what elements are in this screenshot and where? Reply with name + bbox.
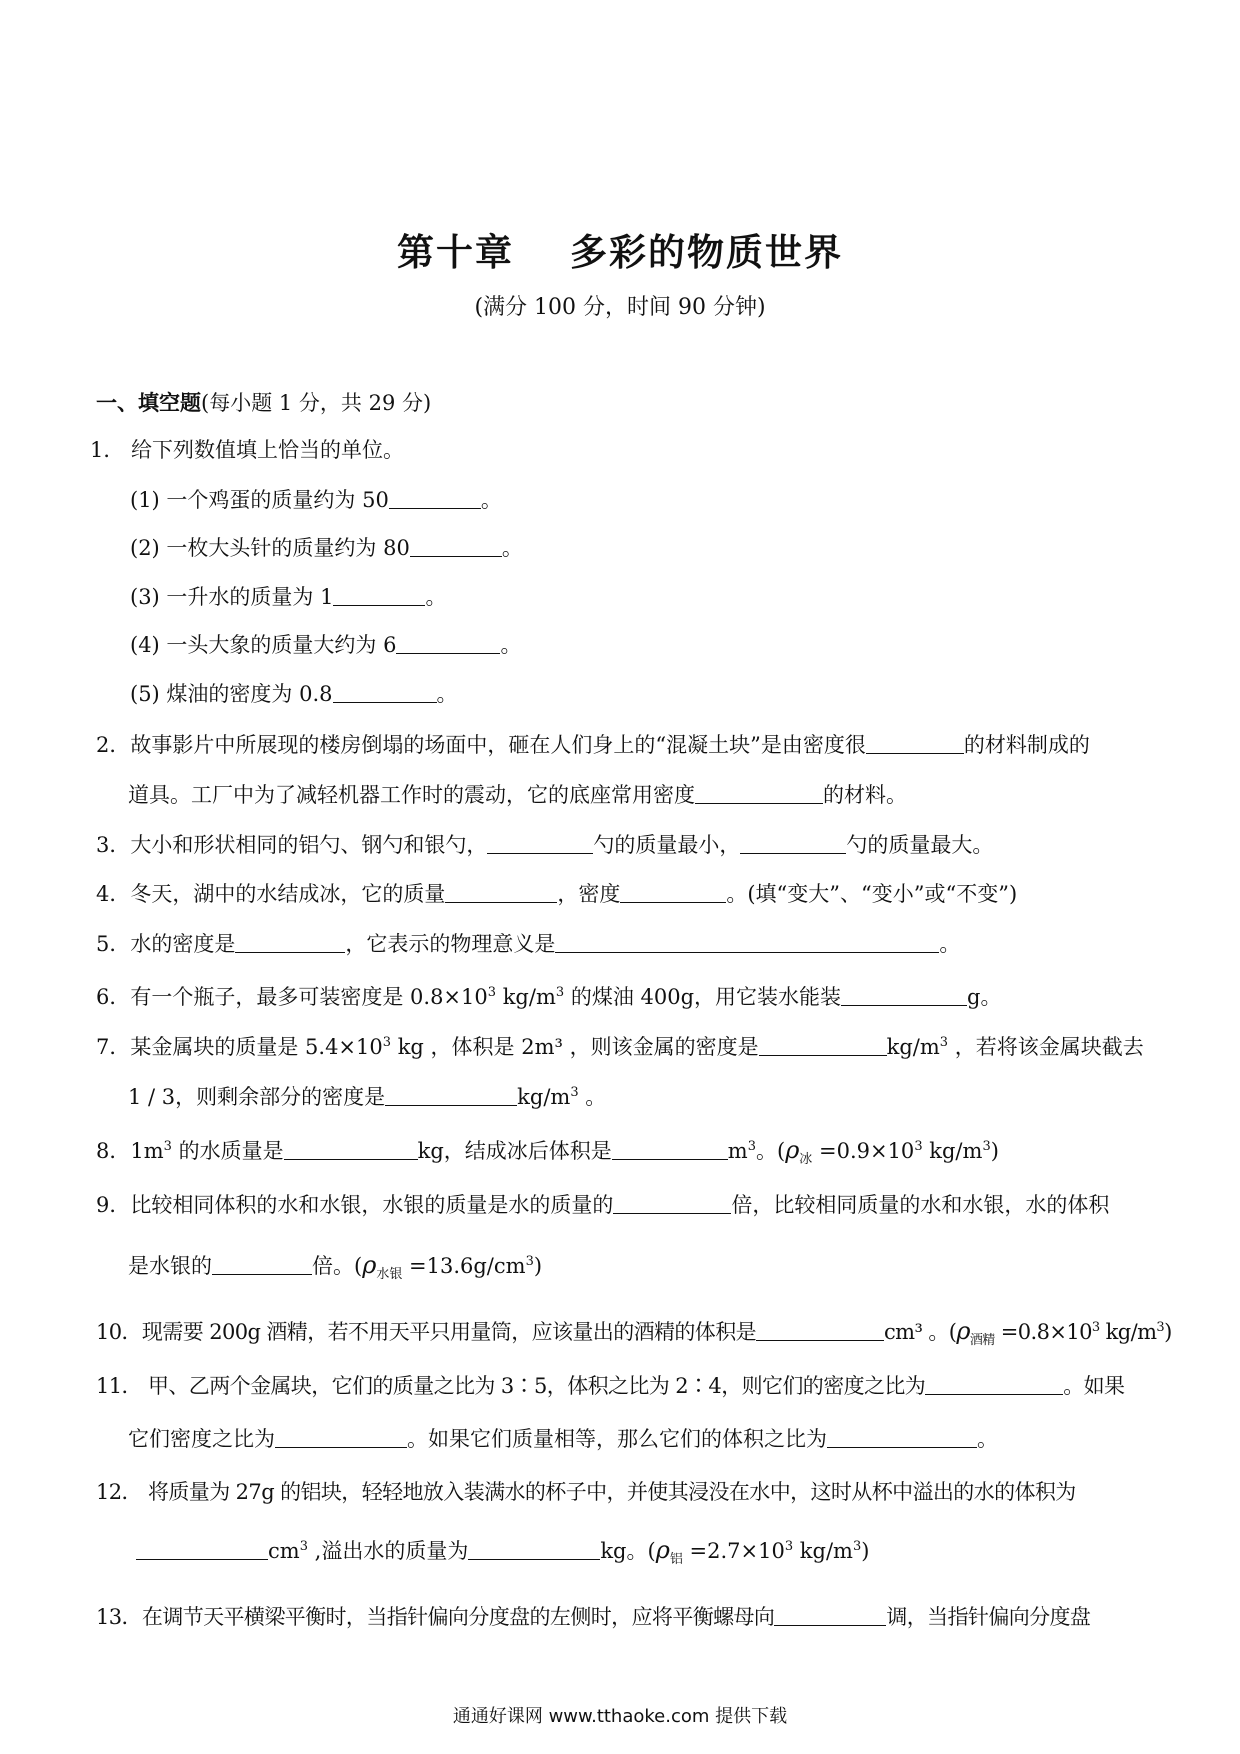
item-text: (3) 一升水的质量为 1	[130, 585, 334, 609]
superscript: 3	[914, 1139, 923, 1154]
question-text: 13．在调节天平横梁平衡时，当指针偏向分度盘的左侧时，应将平衡螺母向	[96, 1605, 775, 1629]
rho-symbol: ρ	[956, 1317, 970, 1345]
question-text: 8．1m	[96, 1139, 164, 1163]
question-text: cm	[268, 1539, 300, 1563]
question-2-cont	[128, 780, 907, 810]
superscript: 3	[939, 1035, 949, 1050]
answer-blank[interactable]	[740, 833, 846, 854]
answer-blank[interactable]	[827, 1427, 977, 1448]
question-text: )	[533, 1254, 543, 1278]
question-text: 4．冬天，湖中的水结成冰，它的质量	[96, 882, 446, 906]
question-text: cm³ 。(	[884, 1320, 957, 1344]
question-12-cont	[136, 1532, 869, 1575]
item-end: 。	[501, 536, 523, 560]
question-text: kg/m	[922, 1139, 983, 1163]
chapter-label: 第十章	[397, 230, 514, 274]
superscript: 3	[555, 985, 565, 1000]
answer-blank[interactable]	[410, 536, 502, 557]
item-text: (2) 一枚大头针的质量约为 80	[130, 536, 410, 560]
answer-blank[interactable]	[695, 783, 823, 804]
question-text: ，它表示的物理意义是	[345, 932, 556, 956]
question-text: 3．大小和形状相同的铝勺、钢勺和银勺，	[96, 833, 488, 857]
question-9-cont	[128, 1247, 542, 1290]
question-text: 。如果	[1063, 1374, 1125, 1398]
answer-blank[interactable]	[756, 1320, 884, 1341]
question-text: 6．有一个瓶子，最多可装密度是 0.8×10	[96, 985, 488, 1009]
question-2	[96, 730, 1090, 760]
answer-blank[interactable]	[925, 1374, 1063, 1395]
subscript: 冰	[799, 1152, 813, 1167]
question-1-item	[130, 582, 446, 612]
question-text: ，若将该金属块截去	[948, 1035, 1144, 1059]
answer-blank[interactable]	[759, 1035, 887, 1056]
answer-blank[interactable]	[774, 1605, 886, 1626]
section-label: 一、填空题	[96, 390, 201, 415]
question-text: kg/m	[496, 985, 556, 1009]
superscript: 3	[784, 1539, 794, 1554]
question-text: 。(填“变大”、“变小”或“不变”)	[726, 882, 1018, 906]
superscript: 3	[1091, 1320, 1100, 1335]
question-text: 。	[939, 932, 961, 956]
question-text: 5．水的密度是	[96, 932, 236, 956]
item-end: 。	[425, 585, 447, 609]
rho-symbol: ρ	[655, 1536, 670, 1564]
question-6	[96, 978, 1002, 1012]
question-1-item	[130, 485, 502, 515]
question-text: 。如果它们质量相等，那么它们的体积之比为	[407, 1427, 827, 1451]
question-text: 1 / 3，则剩余部分的密度是	[128, 1085, 386, 1109]
question-text: 的煤油 400g，用它装水能装	[564, 985, 842, 1009]
question-text: )	[1164, 1320, 1172, 1344]
question-7-cont	[128, 1078, 606, 1112]
superscript: 3	[382, 1035, 392, 1050]
question-text: 9．比较相同体积的水和水银，水银的质量是水的质量的	[96, 1193, 614, 1217]
question-11	[96, 1371, 1124, 1401]
chapter-title: 多彩的物质世界	[570, 230, 843, 274]
answer-blank[interactable]	[396, 633, 500, 654]
question-text: 12． 将质量为 27g 的铝块，轻轻地放入装满水的杯子中，并使其浸没在水中，这时从杯中溢出的水的体积为	[96, 1480, 1076, 1504]
question-text: ，密度	[557, 882, 621, 906]
question-text: 是水银的	[128, 1254, 212, 1278]
page-subtitle: (满分 100 分，时间 90 分钟)	[474, 295, 766, 320]
question-text: 的水质量是	[171, 1139, 284, 1163]
question-text: =2.7×10	[682, 1539, 785, 1563]
answer-blank[interactable]	[333, 585, 425, 606]
question-1	[90, 435, 404, 465]
question-text: kg/m	[886, 1035, 940, 1059]
question-text: 2．故事影片中所展现的楼房倒塌的场面中，砸在人们身上的“混凝土块”是由密度很	[96, 733, 866, 757]
answer-blank[interactable]	[620, 882, 726, 903]
question-text: 勺的质量最小，	[593, 833, 741, 857]
question-text: ,溢出水的质量为	[307, 1539, 469, 1563]
question-1-item	[130, 533, 523, 563]
subscript: 水银	[376, 1267, 403, 1282]
question-text: kg ，体积是 2m³ ，则该金属的密度是	[391, 1035, 759, 1059]
question-text: 。(	[755, 1139, 786, 1163]
question-text: 7．某金属块的质量是 5.4×10	[96, 1035, 383, 1059]
question-1-item	[130, 679, 458, 709]
superscript: 3	[570, 1085, 579, 1100]
question-13	[96, 1602, 1090, 1632]
item-text: (1) 一个鸡蛋的质量约为 50	[130, 488, 389, 512]
answer-blank[interactable]	[487, 833, 593, 854]
subscript: 酒精	[969, 1333, 995, 1348]
superscript: 3	[525, 1254, 534, 1269]
answer-blank[interactable]	[612, 1139, 728, 1160]
question-1-item	[130, 630, 521, 660]
question-text: 调，当指针偏向分度盘	[886, 1605, 1091, 1629]
answer-blank[interactable]	[275, 1427, 407, 1448]
question-7	[96, 1028, 1144, 1062]
question-5	[96, 929, 960, 959]
question-text: kg/m	[1099, 1320, 1157, 1344]
answer-blank[interactable]	[284, 1139, 418, 1160]
question-text: 1． 给下列数值填上恰当的单位。	[90, 438, 405, 462]
question-text: )	[990, 1139, 999, 1163]
superscript: 3	[1156, 1320, 1165, 1335]
question-text: 倍，比较相同质量的水和水银，水的体积	[731, 1193, 1110, 1217]
question-text: )	[861, 1539, 870, 1563]
superscript: 3	[299, 1539, 308, 1554]
superscript: 3	[852, 1539, 862, 1554]
superscript: 3	[487, 985, 497, 1000]
question-text: 它们密度之比为	[128, 1427, 275, 1451]
question-text: m	[727, 1139, 748, 1163]
subscript: 铝	[669, 1552, 683, 1567]
answer-blank[interactable]	[385, 1085, 517, 1106]
question-text: 10．现需要 200g 酒精，若不用天平只用量筒，应该量出的酒精的体积是	[96, 1320, 756, 1344]
question-text: 的材料。	[823, 783, 907, 807]
item-end: 。	[436, 682, 458, 706]
item-text: (4) 一头大象的质量大约为 6	[130, 633, 397, 657]
question-text: =13.6g/cm	[402, 1254, 526, 1278]
question-3	[96, 830, 993, 860]
item-text: (5) 煤油的密度为 0.8	[130, 682, 333, 706]
question-11-cont	[128, 1424, 998, 1454]
answer-blank[interactable]	[445, 882, 557, 903]
answer-blank[interactable]	[235, 932, 345, 953]
question-text: kg，结成冰后体积是	[417, 1139, 612, 1163]
question-text: kg/m	[517, 1085, 571, 1109]
page-footer: 通通好课网 www.tthaoke.com 提供下载	[452, 1706, 788, 1727]
answer-blank[interactable]	[136, 1539, 268, 1560]
answer-blank[interactable]	[389, 488, 481, 509]
superscript: 3	[163, 1139, 172, 1154]
answer-blank[interactable]	[333, 682, 437, 703]
question-12	[96, 1477, 1076, 1507]
question-text: kg。(	[600, 1539, 656, 1563]
question-text: 11． 甲、乙两个金属块，它们的质量之比为 3∶5，体积之比为 2∶4，则它们的密度之比为	[96, 1374, 926, 1398]
question-text: kg/m	[793, 1539, 853, 1563]
superscript: 3	[982, 1139, 991, 1154]
question-8	[96, 1132, 999, 1175]
question-text: =0.9×10	[812, 1139, 915, 1163]
question-text: 。	[977, 1427, 998, 1451]
answer-blank[interactable]	[212, 1254, 312, 1275]
question-10	[96, 1313, 1172, 1356]
answer-blank[interactable]	[866, 733, 964, 754]
rho-symbol: ρ	[362, 1251, 377, 1279]
answer-blank[interactable]	[468, 1539, 600, 1560]
question-text: 倍。(	[312, 1254, 363, 1278]
question-text: 。	[578, 1085, 607, 1109]
answer-blank[interactable]	[841, 985, 967, 1006]
question-text: g。	[967, 985, 1002, 1009]
question-9	[96, 1190, 1109, 1220]
question-text: =0.8×10	[994, 1320, 1092, 1344]
question-text: 道具。工厂中为了减轻机器工作时的震动，它的底座常用密度	[128, 783, 695, 807]
answer-blank[interactable]	[555, 932, 939, 953]
question-text: 的材料制成的	[963, 733, 1090, 757]
page-title	[0, 222, 1240, 276]
section-note: (每小题 1 分，共 29 分)	[201, 391, 432, 415]
item-end: 。	[480, 488, 502, 512]
question-4	[96, 879, 1017, 909]
superscript: 3	[747, 1139, 756, 1154]
section-heading	[96, 388, 431, 418]
rho-symbol: ρ	[785, 1136, 800, 1164]
question-text: 勺的质量最大。	[846, 833, 994, 857]
item-end: 。	[500, 633, 522, 657]
answer-blank[interactable]	[613, 1193, 731, 1214]
